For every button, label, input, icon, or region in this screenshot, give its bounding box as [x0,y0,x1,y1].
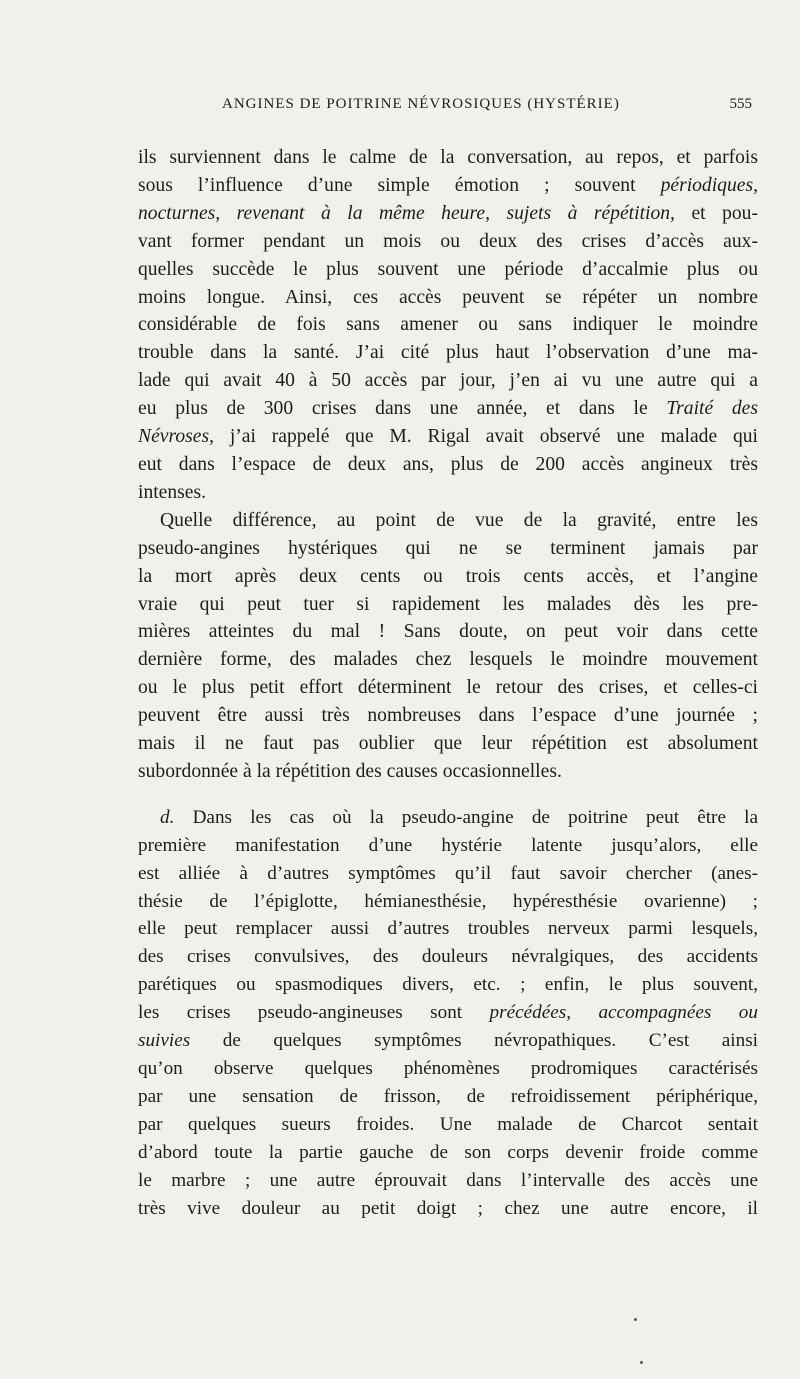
text-line: ils surviennent dans le calme de la conversation, au repos, et parfois [138,147,758,168]
text-line: eut dans l’espace de deux ans, plus de 200 accès angineux très [138,453,758,475]
text-line: ou le plus petit effort déterminent le retour des crises, et celles-ci [138,677,758,699]
text-line: lade qui avait 40 à 50 accès par jour, j’en ai vu une autre qui a [138,370,758,392]
paragraph-2 [138,507,758,786]
text-line: eu plus de 300 crises dans une année, et dans le Traité des [138,398,758,420]
page-header [222,96,752,120]
text-line: considérable de fois sans amener ou sans indiquer le moindre [138,314,758,336]
text-line: peuvent être aussi très nombreuses dans l’espace d’une journée ; [138,705,758,727]
text-line: suivies de quelques symptômes névropathiques. C’est ainsi [138,1030,758,1052]
text-line: la mort après deux cents ou trois cents accès, et l’angine [138,565,758,587]
text-line: des crises convulsives, des douleurs névralgiques, des accidents [138,946,758,968]
text-line: qu’on observe quelques phénomènes prodromiques caractérisés [138,1058,758,1079]
text-line: moins longue. Ainsi, ces accès peuvent se répéter un nombre [138,286,758,308]
paragraph-3 [138,804,758,1223]
text-line: d’abord toute la partie gauche de son corps devenir froide comme [138,1141,758,1163]
text-line: parétiques ou spasmodiques divers, etc. ; enfin, le plus souvent, [138,974,758,996]
text-line: vant former pendant un mois ou deux des crises d’accès aux- [138,230,758,252]
paper-speck [634,1318,637,1321]
paragraph-1 [138,144,758,507]
text-line: intenses. [138,481,207,503]
text-line: mais il ne faut pas oublier que leur répétition est absolument [138,733,758,755]
text-line: mières atteintes du mal ! Sans doute, on peut voir dans cette [138,621,758,643]
text-line: nocturnes, revenant à la même heure, sujets à répétition, et pou- [138,202,758,224]
text-line: les crises pseudo-angineuses sont précédées, accompagnées ou [138,1002,758,1024]
text-line: d. Dans les cas où la pseudo-angine de poitrine peut être la [160,806,758,828]
text-line: sous l’influence d’une simple émotion ; souvent périodiques, [138,174,758,196]
running-title: ANGINES DE POITRINE NÉVROSIQUES (HYSTÉRIE) [222,96,620,112]
text-line: thésie de l’épiglotte, hémianesthésie, hypéresthésie ovarienne) ; [138,890,758,912]
text-line: subordonnée à la répétition des causes occasionnelles. [138,760,562,782]
text-line: Névroses, j’ai rappelé que M. Rigal avait observé une malade qui [138,426,758,448]
text-line: est alliée à d’autres symptômes qu’il faut savoir chercher (anes- [138,862,758,884]
text-line: dernière forme, des malades chez lesquels le moindre mouvement [138,649,758,671]
text-line: première manifestation d’une hystérie latente jusqu’alors, elle [138,834,758,856]
page-number: 555 [729,96,752,112]
text-line: par quelques sueurs froides. Une malade de Charcot sentait [138,1113,758,1135]
paragraph-gap [138,786,758,804]
text-line: pseudo-angines hystériques qui ne se terminent jamais par [138,537,758,559]
text-line: elle peut remplacer aussi d’autres troubles nerveux parmi lesquels, [138,918,758,940]
text-line: le marbre ; une autre éprouvait dans l’intervalle des accès une [138,1169,758,1191]
paper-speck [640,1361,643,1364]
body-text [138,144,758,1222]
text-line: très vive douleur au petit doigt ; chez une autre encore, il [138,1197,758,1219]
text-line: trouble dans la santé. J’ai cité plus haut l’observation d’une ma- [138,342,758,364]
text-line: Quelle différence, au point de vue de la gravité, entre les [160,509,758,531]
text-line: par une sensation de frisson, de refroidissement périphérique, [138,1085,758,1107]
text-line: vraie qui peut tuer si rapidement les malades dès les pre- [138,593,758,615]
text-line: quelles succède le plus souvent une période d’accalmie plus ou [138,258,758,280]
